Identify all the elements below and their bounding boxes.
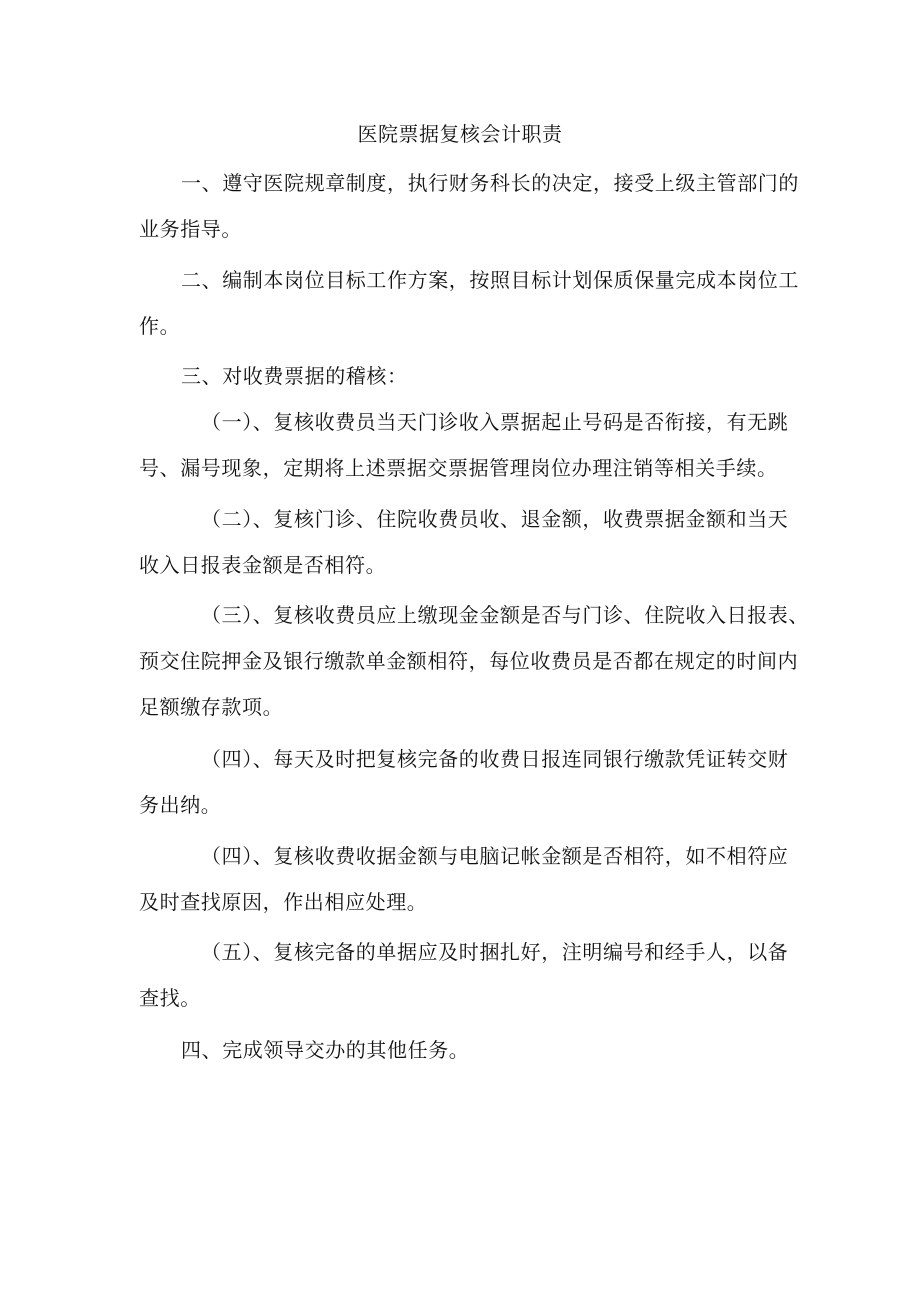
paragraph-3-4a (139, 736, 799, 828)
paragraph-3-4b (139, 833, 799, 925)
paragraph-line: （三）、复核收费员应上缴现金金额是否与门诊、住院收入日报表、 (201, 603, 809, 627)
document-title: 医院票据复核会计职责 (357, 122, 563, 146)
paragraph-line: （四）、复核收费收据金额与电脑记帐金额是否相符，如不相符应 (201, 844, 789, 868)
paragraph-line: （一）、复核收费员当天门诊收入票据起止号码是否衔接，有无跳 (201, 410, 789, 434)
paragraph-line: 收入日报表金额是否相符。 (139, 553, 387, 577)
paragraph-line: （四）、每天及时把复核完备的收费日报连同银行缴款凭证转交财 (201, 747, 789, 771)
paragraph-line: 务出纳。 (139, 793, 222, 817)
paragraph-3-1 (139, 399, 799, 491)
paragraph-3-5 (139, 929, 799, 1021)
paragraph-3-3 (139, 592, 809, 730)
paragraph-line: 四、完成领导交办的其他任务。 (181, 1038, 470, 1062)
paragraph-line: 查找。 (139, 986, 201, 1010)
paragraph-2 (139, 257, 799, 349)
paragraph-line: 及时查找原因，作出相应处理。 (139, 890, 428, 914)
paragraph-3 (139, 353, 799, 399)
paragraph-4 (139, 1027, 799, 1073)
paragraph-line: 二、编制本岗位目标工作方案，按照目标计划保质保量完成本岗位工 (181, 268, 799, 292)
paragraph-line: 作。 (139, 314, 181, 338)
paragraph-1 (139, 160, 799, 252)
paragraph-3-2 (139, 496, 799, 588)
paragraph-line: 三、对收费票据的稽核： (181, 364, 408, 388)
paragraph-line: 一、遵守医院规章制度，执行财务科长的决定，接受上级主管部门的 (181, 171, 799, 195)
paragraph-line: （二）、复核门诊、住院收费员收、退金额，收费票据金额和当天 (201, 507, 789, 531)
paragraph-line: 号、漏号现象，定期将上述票据交票据管理岗位办理注销等相关手续。 (139, 456, 778, 480)
paragraph-line: 预交住院押金及银行缴款单金额相符，每位收费员是否都在规定的时间内 (139, 649, 799, 673)
paragraph-line: 足额缴存款项。 (139, 695, 284, 719)
paragraph-line: （五）、复核完备的单据应及时捆扎好，注明编号和经手人，以备 (201, 940, 789, 964)
paragraph-line: 业务指导。 (139, 217, 242, 241)
